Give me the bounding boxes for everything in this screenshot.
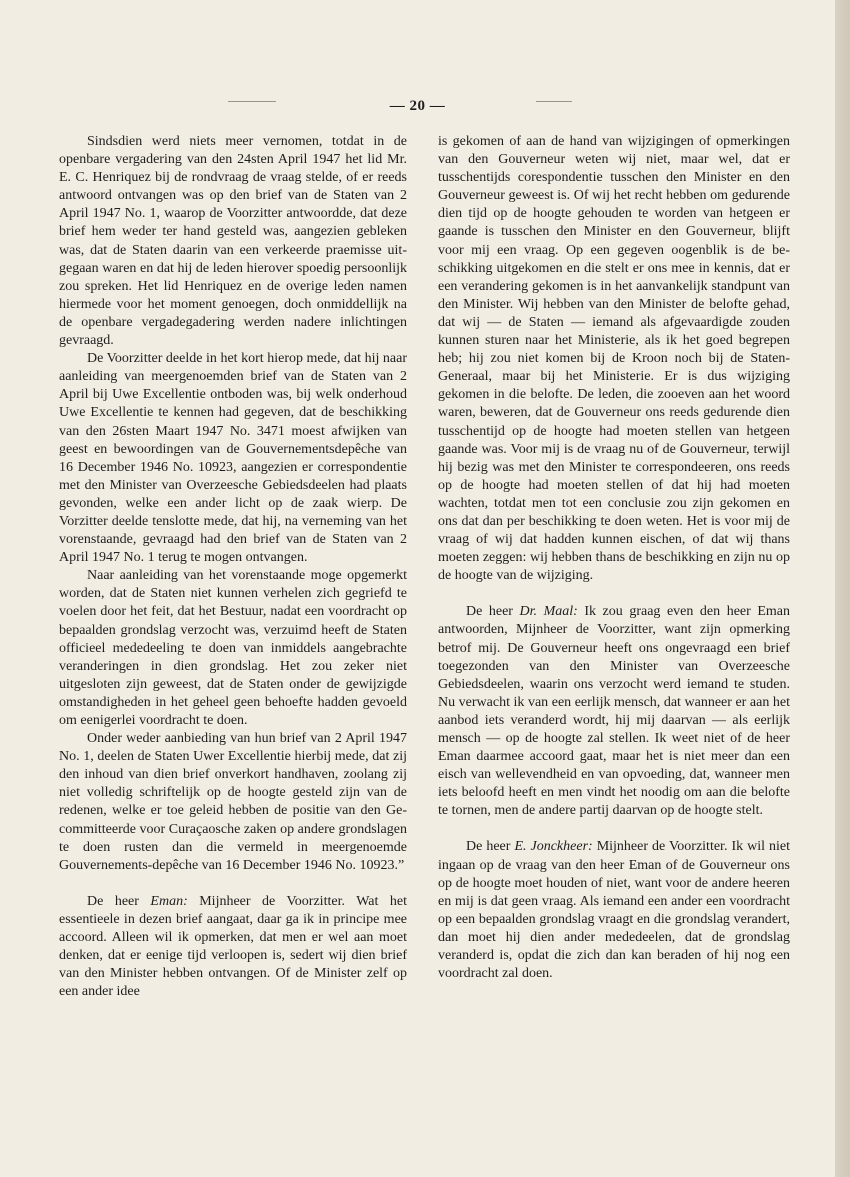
speaker-prefix: De heer (466, 604, 520, 620)
paragraph: De Voorzitter deelde in het kort hierop mede, dat hij naar aanleiding van meergenoemden brief van de Staten van 2 April bij Uwe Excellentie ontboden was, bij welk onderhoud Uwe Excellentie te kennen had gegeven, dat de beschikking van den 26sten Maart 1947 No. 3471 moest afwijken van geest en bewoordingen van de Gouvernementsdepêche van 16 December 1946 No. 10923, aangezien er correspondentie met den Minister van Overzeesche Gebiedsdeelen had plaats gevonden, welke een ander licht op de zaak wierp. De Vorzitter deelde tenslotte mede, dat hij, na verneming van het vorenstaande, gevraagd had den brief van de Staten van 2 April 1947 No. 1 terug te mogen ontvangen. (59, 351, 407, 566)
speaker-name: Dr. Maal: (519, 604, 578, 620)
paragraph: Sindsdien werd niets meer vernomen, totdat in de openbare vergadering van den 24sten April 1947 het lid Mr. E. C. Henriquez bij de rondvraag de vraag stelde, of er reeds antwoord ontvangen was op den brief van de Staten van 2 April 1947 No. 1, waarop de Voorzitter antwoordde, dat deze brief hem weder ter hand gesteld was, aangezien gebleken was, dat de Staten daarin van een verkeerde praemisse uitgegaan waren en dat hij de leden hierover spoedig persoonlijk zou spreken. Het lid Henriquez en de overige leden namen hiermede voor het moment genoegen, doch onmiddellijk na de openbare vergadegadering werden nadere inlichtingen gevraagd. (59, 134, 407, 349)
speech-text: Ik zou graag even den heer Eman antwoorden, Mijnheer de Voorzitter, want zijn opmerking betrof mij. De Gouverneur heeft ons ongevraagd een brief toegezonden van den Minister van Overzeesche Gebiedsdeelen, waarin ons verzocht werd iemand te studen. Nu verwacht ik van een eerlijk mensch, dat wanneer er aan het aanbod iets veranderd wordt, hij mij daarvan — als eerlijk mensch — op de hoogte zal stellen. Ik weet niet of de heer Eman daarmee accoord gaat, maar het is niet meer dan een eisch van wellevendheid en van opvoeding, dat, wanneer men iets beloofd heeft en men vindt het noodig om aan die belofte te tornen, men de andere partij daarvan op de hoogte stelt. (438, 604, 790, 819)
page-number: — 20 — (389, 98, 446, 114)
speaker-paragraph (438, 603, 790, 820)
speech-text: Mijnheer de Voorzitter. Ik wil niet ingaan op de vraag van den heer Eman of de Gouverneur ons op de hoogte moet houden of niet, want voor de andere heeren en mij is dat geen vraag. Als iemand een ander een voordracht op een bepaalden grondslag vraagt en die grondslag verandert, dan moet hij dien ander mededeelen, dat de grondslag veranderd is, opdat die zich dan kan beraden of hij nog een voordracht zal doen. (438, 839, 791, 982)
page-edge (835, 0, 850, 1177)
speaker-prefix: De heer (466, 839, 515, 855)
speaker-name: E. Jonckheer: (514, 839, 593, 855)
speaker-prefix: De heer (87, 893, 151, 909)
speaker-paragraph (59, 893, 407, 1002)
paragraph: is gekomen of aan de hand van wijzigingen of opmerkingen van den Gouverneur weten wij niet, maar wel, dat er tusschentijds corespondentie tusschen den Minister en den Gouverneur geweest is. Of wij het recht hebben om gedurende dien tijd op de hoogte gehouden te worden van hetgeen er gaande is tusschen den Minister en den Gouverneur, blijft voor mij een vraag. Op een gegeven oogenblik is de beschikking uitgekomen en die stelt er ons mee in kennis, dat er een verandering gekomen is in het aanvankelijk standpunt van den Minister. Wij hebben van den Minister de belofte gehad, dat wij — de Staten — iemand als afgevaardigde zouden kunnen sturen naar het Ministerie, als ik het goed begrepen heb; hij zou niet komen bij de Kroon noch bij de Staten-Generaal, maar bij het Ministerie. Er is dus wijziging gekomen in die belofte. De leden, die zooeven aan het woord waren, beweren, dat de Gouverneur ons reeds gedurende dien tusschentijd op de hoogte had moeten stellen van hetgeen gaande was. Voor mij is de vraag nu of de Gouverneur, terwijl hij bezig was met den Minister te correspondeeren, ons reeds op de hoogte had moeten stellen of dat hij had moeten wachten, totdat men tot een conclusie zou zijn gekomen en ons dat dan per beschikking te doen weten. Het is voor mij de vraag of wij dat hadden kunnen eischen, of dat wij thans moeten zeggen: wij hebben thans de beschikking en zijn nu op de hoogte van de wijziging. (438, 134, 790, 584)
left-column (59, 133, 407, 1001)
speech-text: Mijnheer de Voorzitter. Wat het essentieele in dezen brief aangaat, daar ga ik in principe mee accoord. Alleen wil ik opmerken, dat men er wel aan moet denken, dat er eenige tijd verloopen is, sedert wij dien brief van den Minister hebben ontvangen. Of de Minister zelf op een ander idee (59, 893, 407, 1000)
paragraph: Naar aanleiding van het vorenstaande moge opgemerkt worden, dat de Staten niet kunnen verhelen zich gegriefd te voelen door het feit, dat het Bestuur, nadat een voordracht op bepaalden grondslag verzocht was, verzuimd heeft de Staten officieel mededeeling te doen van inmiddels aangebrachte veranderingen in dien grondslag. Het zou zeker niet uitgesloten zijn geweest, dat de Staten onder de gewijzigde omstandigheden in het geheel geen behoefte hadden gevoeld om eenigerlei voordracht te doen. (59, 568, 407, 728)
right-column (438, 133, 790, 983)
paragraph: Onder weder aanbieding van hun brief van 2 April 1947 No. 1, deelen de Staten Uwer Excellentie hierbij mede, dat zij den inhoud van dien brief onverkort handhaven, zoolang zij niet volledig schriftelijk op de hoogte gesteld zijn van de redenen, welke er toe geleid hebben de positie van den Gecommitteerde voor Curaçaosche zaken op andere grondslagen te doen rusten dan die vermeld in meergenoemde Gouvernements-depêche van 16 December 1946 No. 10923.” (59, 731, 407, 873)
speaker-name: Eman: (150, 893, 188, 909)
speaker-paragraph (438, 838, 790, 983)
